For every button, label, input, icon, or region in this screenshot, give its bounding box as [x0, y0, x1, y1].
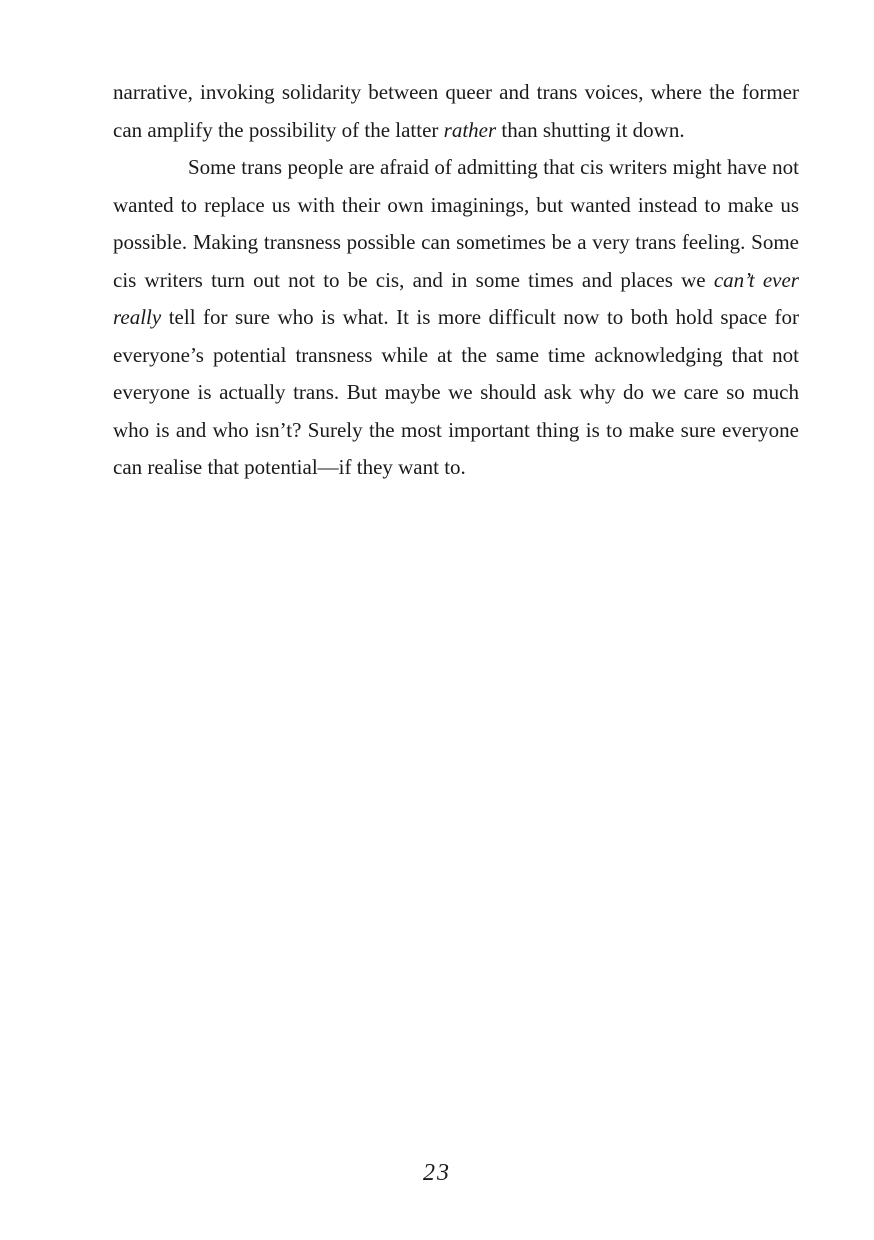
- paragraph-1-text-2: than shutting it down.: [496, 117, 685, 142]
- paragraph-1: [113, 74, 799, 149]
- paragraph-2-text-1: Some trans people are afraid of admitting that cis writers might have not wanted to replace us with their own imaginings, but wanted instead to make us possible. Making transness possible can sometimes be a very trans feeling. Some cis writers turn out not to be cis, and in some times and places we: [113, 155, 799, 292]
- paragraph-2-text-2: tell for sure who is what. It is more difficult now to both hold space for everyone’s potential transness while at the same time acknowledging that not everyone is actually trans. But maybe we should ask why do we care so much who is and who isn’t? Surely the most important thing is to make sure everyone can realise that potential—if they want to.: [113, 305, 799, 479]
- paragraph-1-italic-rather: rather: [443, 117, 497, 142]
- paragraph-2-italic-cant-ever-really: can’t ever really: [113, 267, 799, 329]
- paragraph-1-text-1: narrative, invoking solidarity between queer and trans voices, where the former can amplify the possibility of the latter: [113, 80, 799, 142]
- body-text: [113, 74, 799, 487]
- paragraph-2: [113, 149, 799, 487]
- page-number: 23: [423, 1160, 451, 1186]
